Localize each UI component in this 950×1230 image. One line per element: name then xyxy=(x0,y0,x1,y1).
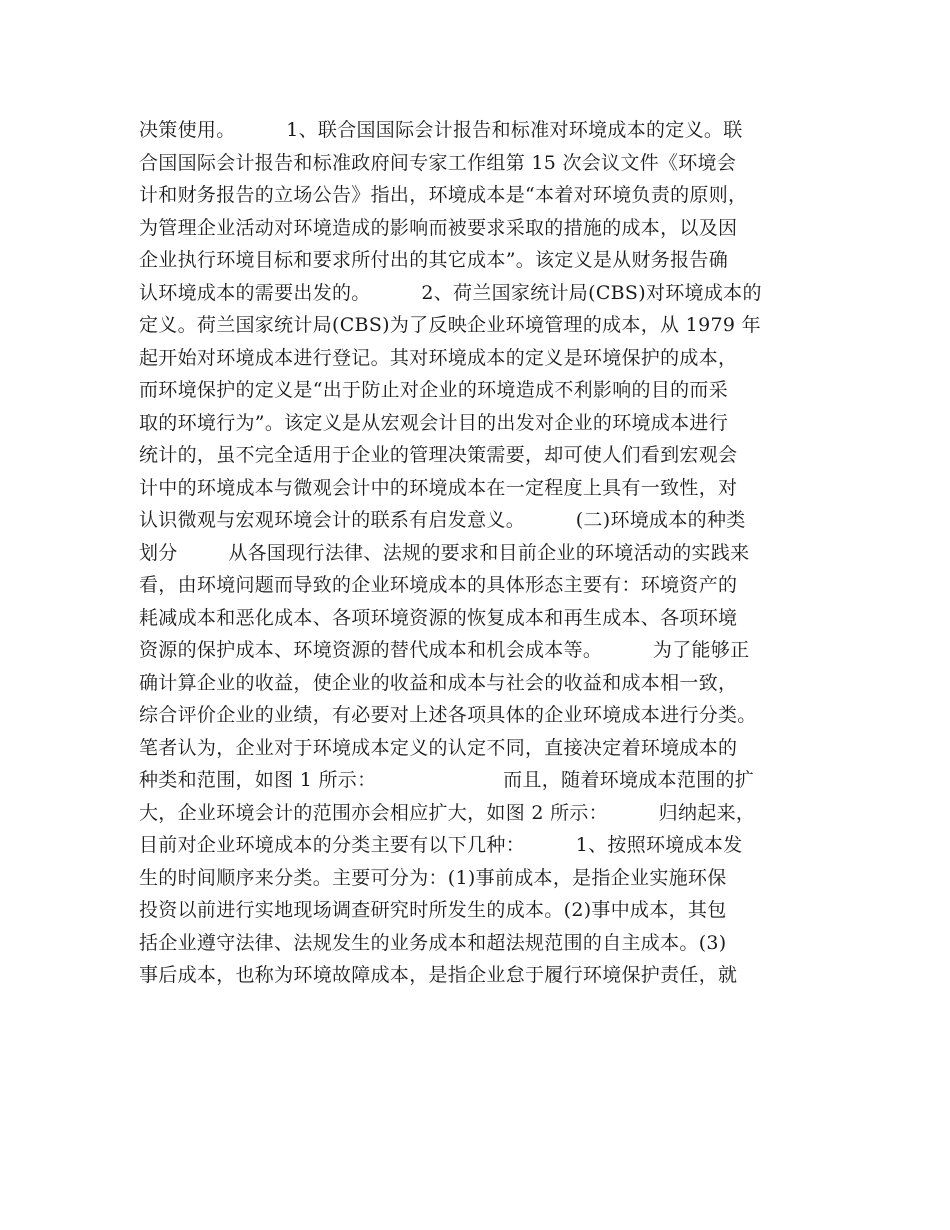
text-line: 而环境保护的定义是“出于防止对企业的环境造成不利影响的目的而采 xyxy=(139,379,729,401)
text-line: 耗减成本和恶化成本、各项环境资源的恢复成本和再生成本、各项环境 xyxy=(139,606,738,629)
body-text xyxy=(139,114,829,992)
text-line: 计和财务报告的立场公告》指出，环境成本是“本着对环境负责的原则， xyxy=(139,184,748,206)
text-line: 合国国际会计报告和标准政府间专家工作组第 15 次会议文件《环境会 xyxy=(139,151,737,174)
text-line: 统计的，虽不完全适用于企业的管理决策需要，却可使人们看到宏观会 xyxy=(139,444,738,466)
text-line: 起开始对环境成本进行登记。其对环境成本的定义是环境保护的成本， xyxy=(139,346,738,369)
text-line: 笔者认为，企业对于环境成本定义的认定不同，直接决定着环境成本的 xyxy=(139,736,738,759)
text-line: 划分 从各国现行法律、法规的要求和目前企业的环境活动的实践来 xyxy=(139,541,750,564)
text-line: 种类和范围，如图 1 所示： 而且，随着环境成本范围的扩 xyxy=(139,769,755,791)
text-line: 定义。荷兰国家统计局(CBS)为了反映企业环境管理的成本，从 1979 年 xyxy=(139,314,761,336)
text-line: 决策使用。 1、联合国国际会计报告和标准对环境成本的定义。联 xyxy=(139,119,743,141)
text-line: 资源的保护成本、环境资源的替代成本和机会成本等。 为了能够正 xyxy=(139,639,750,661)
text-line: 大，企业环境会计的范围亦会相应扩大，如图 2 所示： 归纳起来， xyxy=(139,801,756,824)
text-line: 生的时间顺序来分类。主要可分为：(1)事前成本，是指企业实施环保 xyxy=(139,866,727,889)
text-line: 括企业遵守法律、法规发生的业务成本和超法规范围的自主成本。(3) xyxy=(139,931,727,954)
text-line: 认环境成本的需要出发的。 2、荷兰国家统计局(CBS)对环境成本的 xyxy=(139,281,762,304)
text-line: 确计算企业的收益，使企业的收益和成本与社会的收益和成本相一致， xyxy=(139,671,738,694)
text-line: 事后成本，也称为环境故障成本，是指企业怠于履行环境保护责任，就 xyxy=(139,964,738,986)
text-line: 看，由环境问题而导致的企业环境成本的具体形态主要有：环境资产的 xyxy=(139,574,738,596)
text-line: 认识微观与宏观环境会计的联系有启发意义。 (二)环境成本的种类 xyxy=(139,509,746,531)
text-line: 计中的环境成本与微观会计中的环境成本在一定程度上具有一致性，对 xyxy=(139,476,738,499)
text-line: 综合评价企业的业绩，有必要对上述各项具体的企业环境成本进行分类。 xyxy=(139,704,757,726)
text-line: 企业执行环境目标和要求所付出的其它成本”。该定义是从财务报告确 xyxy=(139,249,729,271)
text-line: 投资以前进行实地现场调查研究时所发生的成本。(2)事中成本，其包 xyxy=(139,899,727,921)
text-line: 目前对企业环境成本的分类主要有以下几种： 1、按照环境成本发 xyxy=(139,834,743,856)
text-line: 取的环境行为”。该定义是从宏观会计目的出发对企业的环境成本进行 xyxy=(139,411,729,434)
text-line: 为管理企业活动对环境造成的影响而被要求采取的措施的成本，以及因 xyxy=(139,216,738,239)
